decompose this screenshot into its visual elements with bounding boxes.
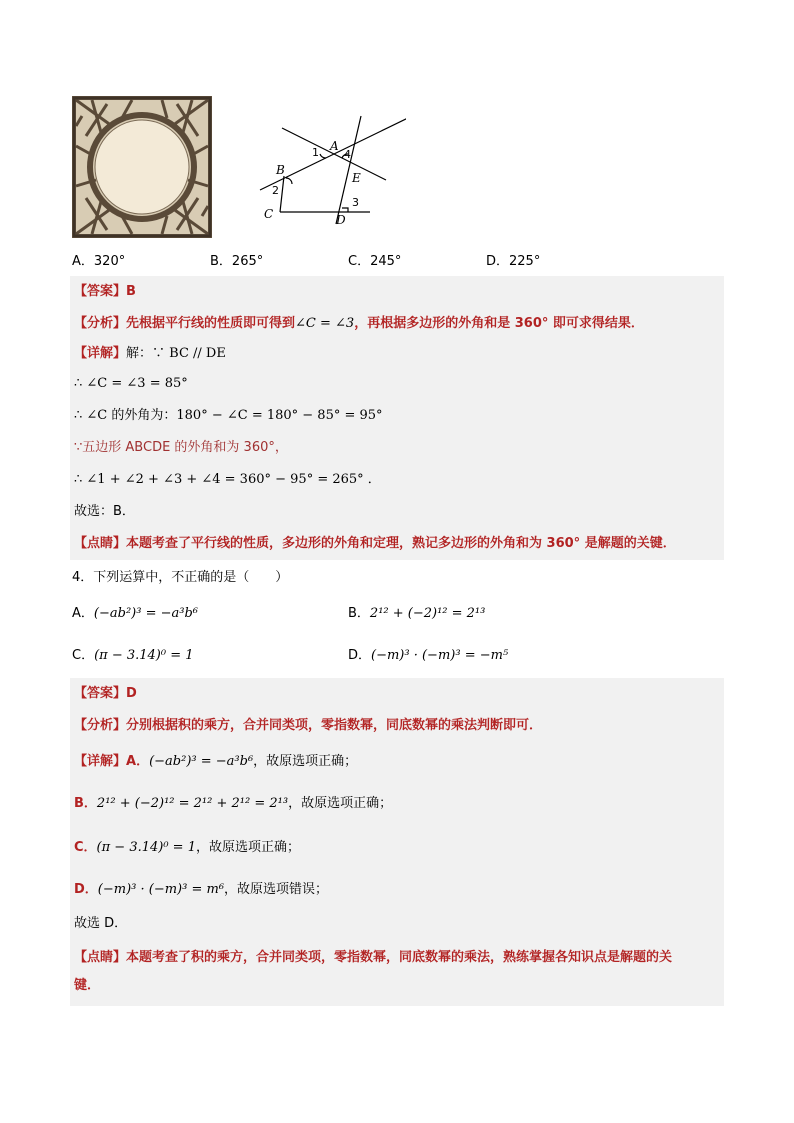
q4-stem: 4．下列运算中，不正确的是（ ） xyxy=(72,570,289,585)
q4-detail-a: 【详解】A．(−ab²)³ = −a³b⁶，故原选项正确； xyxy=(74,754,358,769)
label-D: D xyxy=(336,213,346,227)
label-3: 3 xyxy=(352,196,359,209)
q3-options xyxy=(72,250,752,270)
q4-option-d: D．(−m)³ · (−m)³ = −m⁵ xyxy=(348,648,509,663)
q4-detail-b: B．2¹² + (−2)¹² = 2¹² + 2¹² = 2¹³，故原选项正确； xyxy=(74,796,393,811)
q3-detail-5: ∴ ∠1 + ∠2 + ∠3 + ∠4 = 360° − 95° = 265° ． xyxy=(74,472,381,487)
q4-comment-1: 【点睛】本题考查了积的乘方，合并同类项，零指数幂，同底数幂的乘法，熟练掌握各知识点是解题的关 xyxy=(74,950,673,965)
pentagon-diagram xyxy=(256,96,406,236)
q4-option-c: C．(π − 3.14)⁰ = 1 xyxy=(72,648,194,663)
label-E: E xyxy=(352,171,361,185)
q3-analysis: 【分析】先根据平行线的性质即可得到∠C = ∠3，再根据多边形的外角和是 360° 即可求得结果． xyxy=(74,316,644,331)
label-4: 4 xyxy=(344,148,351,161)
q4-comment-2: 键． xyxy=(74,978,101,993)
label-C: C xyxy=(264,207,274,221)
q4-choose: 故选 D． xyxy=(74,916,128,931)
label-A: A xyxy=(330,139,339,153)
q3-comment: 【点睛】本题考查了平行线的性质，多边形的外角和定理，熟记多边形的外角和为 360° 是解题的关键． xyxy=(74,536,676,551)
q3-detail-4: ∵五边形 ABCDE 的外角和为 360°， xyxy=(74,440,288,455)
q3-option-b: B．265° xyxy=(210,254,264,269)
label-B: B xyxy=(276,163,285,177)
q4-option-a: A．(−ab²)³ = −a³b⁶ xyxy=(72,606,198,621)
q3-option-a: A．320° xyxy=(72,254,126,269)
q3-detail-1: 【详解】解：∵ BC // DE xyxy=(74,346,226,361)
q4-answer: 【答案】D xyxy=(74,686,137,701)
q4-option-b: B．2¹² + (−2)¹² = 2¹³ xyxy=(348,606,486,621)
q3-solution xyxy=(70,276,724,560)
q4-analysis: 【分析】分别根据积的乘方，合并同类项，零指数幂，同底数幂的乘法判断即可． xyxy=(74,718,543,733)
q3-detail-2: ∴ ∠C = ∠3 = 85° xyxy=(74,376,188,391)
window-lattice-photo xyxy=(72,96,212,238)
q4-detail-d: D．(−m)³ · (−m)³ = m⁶，故原选项错误； xyxy=(74,882,329,897)
q4-detail-c: C．(π − 3.14)⁰ = 1，故原选项正确； xyxy=(74,840,300,855)
q3-answer: 【答案】B xyxy=(74,284,136,299)
figure-row xyxy=(72,96,392,236)
q3-choose: 故选：B． xyxy=(74,504,135,519)
q3-detail-3: ∴ ∠C 的外角为：180° − ∠C = 180° − 85° = 95° xyxy=(74,408,383,423)
q3-option-c: C．245° xyxy=(348,254,402,269)
label-2: 2 xyxy=(272,184,279,197)
label-1: 1 xyxy=(312,146,319,159)
q4-solution xyxy=(70,678,724,1006)
q3-option-d: D．225° xyxy=(486,254,541,269)
